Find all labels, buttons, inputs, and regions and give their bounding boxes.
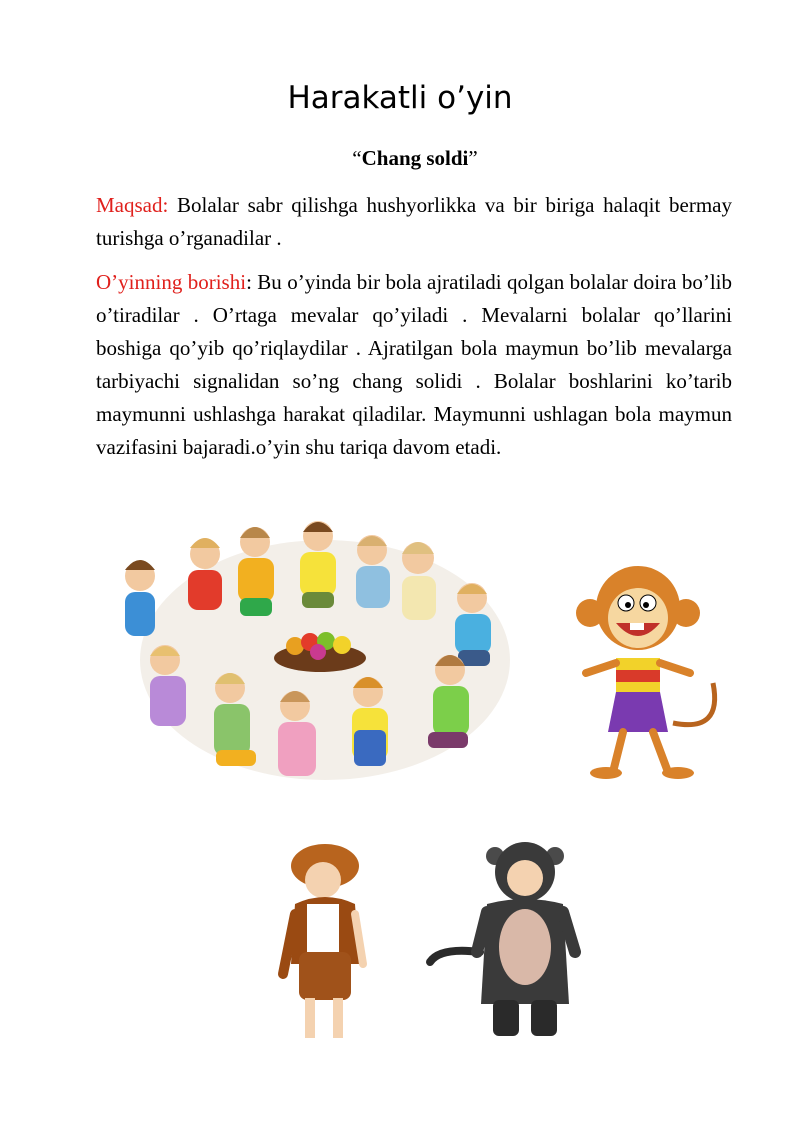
- page-title: Harakatli o’yin: [287, 80, 513, 116]
- cartoon-monkey-illustration: [578, 563, 728, 783]
- process-text: : Bu o’yinda bir bola ajratiladi qolgan bolalar doira bo’lib o’tiradilar . O’rtaga mevalar qo’yiladi . Mevalarni bolalar qo’llarini boshiga qo’yib qo’riqlaydilar . Ajratilgan bola maymun bo’lib mevalarga tarbiyachi signalidan so’ng chang solidi . Bolalar boshlarini ko’tarib maymunni ushlashga harakat qiladilar. Maymunni ushlagan bola maymun vazifasini bajaradi.o’yin shu tariqa davom etadi.: [96, 270, 732, 459]
- process-label: O’yinning borishi: [96, 270, 247, 294]
- goal-label: Maqsad:: [96, 193, 169, 217]
- goal-paragraph: [96, 189, 732, 255]
- children-circle-illustration: [110, 510, 530, 810]
- goal-text: Bolalar sabr qilishga hushyorlikka va bir biriga halaqit bermay turishga o’rganadilar .: [96, 193, 732, 250]
- game-name: “Chang soldi”: [352, 146, 478, 170]
- costume-photo-monkey: [425, 842, 590, 1042]
- costume-photo-lion: [275, 842, 370, 1042]
- process-paragraph: [96, 266, 732, 464]
